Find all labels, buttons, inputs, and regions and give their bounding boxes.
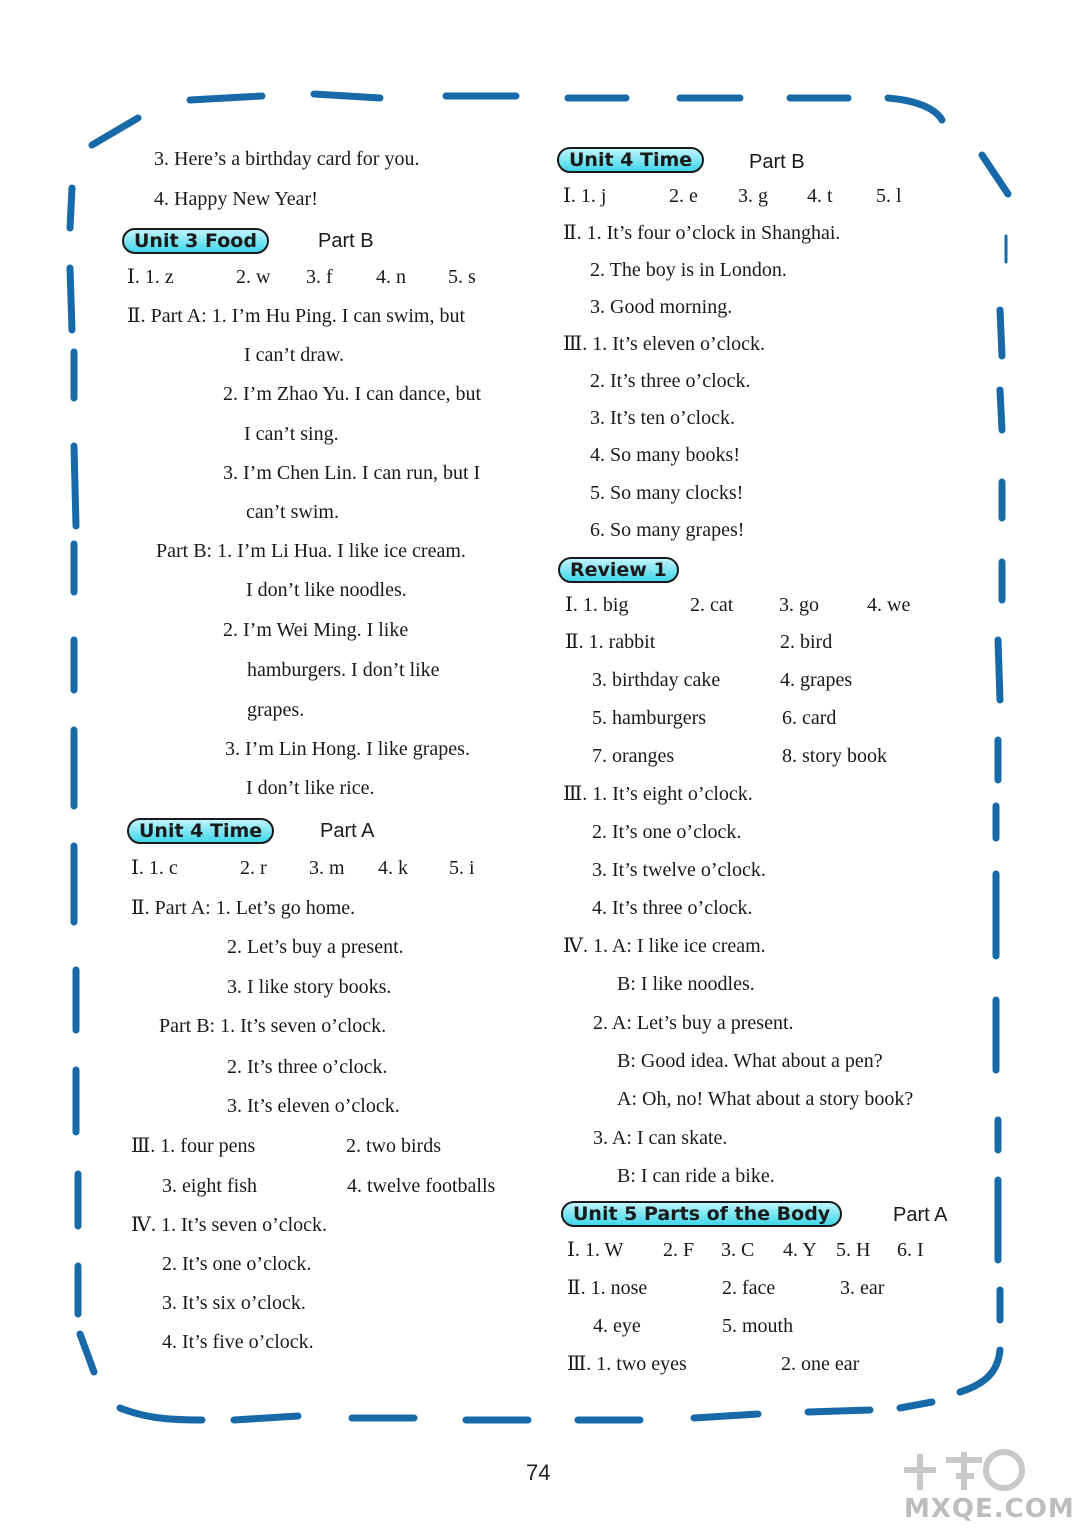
- answer-line: Ⅰ. 1. big: [565, 594, 629, 616]
- answer-line: 3. It’s ten o’clock.: [590, 407, 735, 429]
- unit4-time-a-badge: Unit 4 Time: [127, 818, 274, 844]
- answer-line: 2. I’m Wei Ming. I like: [223, 619, 409, 641]
- answer-line: grapes.: [247, 699, 305, 721]
- answer-line: 5. s: [448, 266, 476, 288]
- answer-line: I don’t like rice.: [246, 777, 375, 799]
- answer-line: 2. e: [669, 185, 698, 207]
- answer-line: 2. Let’s buy a present.: [227, 936, 404, 958]
- watermark-label: MXQE.COM: [904, 1494, 1075, 1524]
- answer-line: 2. F: [663, 1239, 695, 1261]
- answer-line: 4. Y: [783, 1239, 817, 1261]
- answer-line: 4. twelve footballs: [347, 1175, 496, 1197]
- answer-line: Ⅲ. 1. It’s eight o’clock.: [563, 783, 753, 805]
- answer-line: 2. one ear: [781, 1353, 860, 1375]
- answer-line: Part B: 1. I’m Li Hua. I like ice cream.: [156, 540, 466, 562]
- answer-line: 4. So many books!: [590, 444, 740, 466]
- answer-line: Ⅳ. 1. It’s seven o’clock.: [131, 1214, 328, 1236]
- unit4-time-b-part-label: Part B: [749, 151, 805, 173]
- answer-line: 3. g: [738, 185, 768, 207]
- answer-line: 3. A: I can skate.: [593, 1127, 728, 1149]
- answer-line: B: I like noodles.: [617, 973, 755, 995]
- answer-line: 3. ear: [840, 1277, 885, 1299]
- answer-line: hamburgers. I don’t like: [247, 659, 440, 681]
- answer-line: 7. oranges: [592, 745, 675, 767]
- answer-line: 4. we: [867, 594, 911, 616]
- answer-line: 3. I’m Chen Lin. I can run, but I: [223, 462, 481, 484]
- answer-line: 2. cat: [690, 594, 734, 616]
- answer-line: Ⅲ. 1. It’s eleven o’clock.: [563, 333, 766, 355]
- answer-line: 4. eye: [593, 1315, 641, 1337]
- unit4-time-b-badge: Unit 4 Time: [557, 147, 704, 173]
- answer-line: 2. face: [722, 1277, 776, 1299]
- answer-line: Ⅲ. 1. four pens: [131, 1135, 256, 1157]
- answer-line: I can’t draw.: [244, 344, 344, 366]
- answer-line: Ⅱ. 1. rabbit: [565, 631, 656, 653]
- answer-line: 4. grapes: [780, 669, 853, 691]
- answer-line: 6. I: [897, 1239, 924, 1261]
- answer-line: Ⅳ. 1. A: I like ice cream.: [563, 935, 766, 957]
- answer-line: 3. It’s six o’clock.: [162, 1292, 306, 1314]
- answer-line: Ⅰ. 1. c: [131, 857, 178, 879]
- answer-line: 2. w: [236, 266, 271, 288]
- answer-line: 2. two birds: [346, 1135, 441, 1157]
- answer-line: 4. It’s three o’clock.: [592, 897, 753, 919]
- answer-line: B: I can ride a bike.: [617, 1165, 775, 1187]
- answer-line: 2. A: Let’s buy a present.: [593, 1012, 794, 1034]
- answer-line: 5. H: [836, 1239, 871, 1261]
- answer-line: 2. It’s three o’clock.: [227, 1056, 388, 1078]
- answer-line: 3. It’s twelve o’clock.: [592, 859, 766, 881]
- answer-line: 5. hamburgers: [592, 707, 707, 729]
- unit3-food-part-label: Part B: [318, 230, 374, 252]
- answer-line: 4. It’s five o’clock.: [162, 1331, 314, 1353]
- answer-line: 5. mouth: [722, 1315, 794, 1337]
- answer-line: 5. l: [876, 185, 902, 207]
- answer-line: 2. It’s three o’clock.: [590, 370, 751, 392]
- unit4-time-a-part-label: Part A: [320, 820, 375, 842]
- answer-line: 3. I like story books.: [227, 976, 392, 998]
- answer-line: 2. The boy is in London.: [590, 259, 787, 281]
- answer-line: Ⅱ. Part A: 1. Let’s go home.: [131, 897, 356, 919]
- answer-line: A: Oh, no! What about a story book?: [617, 1088, 914, 1110]
- answer-line: 5. i: [449, 857, 475, 879]
- answer-line: 5. So many clocks!: [590, 482, 744, 504]
- page-number: 74: [526, 1460, 551, 1485]
- review1-badge: Review 1: [558, 557, 679, 583]
- answer-line: 3. Good morning.: [590, 296, 733, 318]
- answer-line: 3. C: [721, 1239, 755, 1261]
- answer-line: 3. birthday cake: [592, 669, 721, 691]
- answer-line: 4. n: [376, 266, 406, 288]
- answer-line: 2. It’s one o’clock.: [162, 1253, 312, 1275]
- answer-line: Ⅰ. 1. W: [567, 1239, 624, 1261]
- answer-line: 3. Here’s a birthday card for you.: [154, 148, 420, 170]
- answer-line: 4. k: [378, 857, 408, 879]
- answer-line: 2. I’m Zhao Yu. I can dance, but: [223, 383, 482, 405]
- answer-line: 2. bird: [780, 631, 833, 653]
- answer-line: Ⅱ. Part A: 1. I’m Hu Ping. I can swim, but: [127, 305, 466, 327]
- answer-line: 3. m: [309, 857, 345, 879]
- answer-line: 4. Happy New Year!: [154, 188, 318, 210]
- unit5-body-part-label: Part A: [893, 1204, 948, 1226]
- answer-line: 3. eight fish: [162, 1175, 257, 1197]
- unit3-food-badge: Unit 3 Food: [122, 228, 269, 254]
- answer-line: B: Good idea. What about a pen?: [617, 1050, 883, 1072]
- answer-line: 3. I’m Lin Hong. I like grapes.: [225, 738, 470, 760]
- answer-line: Ⅱ. 1. It’s four o’clock in Shanghai.: [563, 222, 841, 244]
- answer-line: Ⅱ. 1. nose: [567, 1277, 648, 1299]
- answer-line: 3. go: [779, 594, 819, 616]
- answer-line: 2. r: [240, 857, 267, 879]
- answer-line: Ⅲ. 1. two eyes: [567, 1353, 687, 1375]
- unit5-body-badge: Unit 5 Parts of the Body: [561, 1201, 842, 1227]
- answer-line: Part B: 1. It’s seven o’clock.: [159, 1015, 387, 1037]
- answer-line: 2. It’s one o’clock.: [592, 821, 742, 843]
- answer-line: can’t swim.: [246, 501, 339, 523]
- answer-line: I don’t like noodles.: [246, 579, 407, 601]
- answer-line: 6. card: [782, 707, 837, 729]
- answer-line: I can’t sing.: [244, 423, 339, 445]
- answer-line: Ⅰ. 1. j: [563, 185, 607, 207]
- answer-line: 8. story book: [782, 745, 887, 767]
- answer-line: 4. t: [807, 185, 833, 207]
- answer-line: 3. f: [306, 266, 333, 288]
- answer-line: 3. It’s eleven o’clock.: [227, 1095, 400, 1117]
- answer-line: 6. So many grapes!: [590, 519, 745, 541]
- answer-line: Ⅰ. 1. z: [127, 266, 174, 288]
